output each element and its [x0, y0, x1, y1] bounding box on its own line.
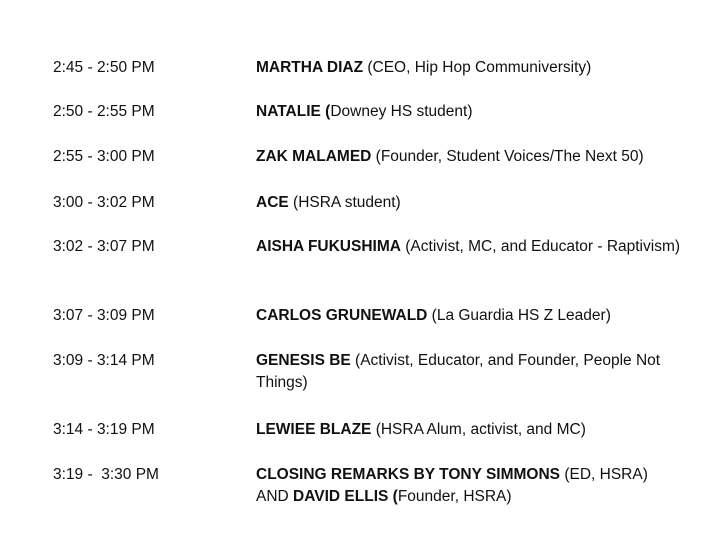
speaker-detail: (Activist, MC, and Educator - Raptivism): [400, 238, 681, 255]
speaker-entry: [256, 305, 704, 327]
speaker-name: AISHA FUKUSHIMA: [256, 238, 401, 255]
time-slot: 3:14 - 3:19 PM: [53, 421, 155, 438]
speaker-detail: (Activist, Educator, and Founder, People Not Things): [256, 352, 661, 391]
speaker-name: LEWIEE BLAZE: [256, 421, 372, 438]
speaker-detail: (Founder, Student Voices/The Next 50): [371, 148, 644, 165]
speaker-detail: (HSRA student): [288, 194, 401, 211]
speaker-entry: [256, 350, 704, 394]
time-slot: 2:50 - 2:55 PM: [53, 103, 155, 120]
speaker-joiner: AND: [256, 488, 294, 505]
speaker-entry: [256, 101, 704, 123]
speaker-detail: (HSRA Alum, activist, and MC): [371, 421, 586, 438]
speaker-name: CARLOS GRUNEWALD: [256, 307, 428, 324]
speaker-name: CLOSING REMARKS BY TONY SIMMONS: [256, 466, 561, 483]
speaker-detail: (ED, HSRA): [560, 466, 648, 483]
speaker-entry: [256, 464, 704, 508]
time-slot: 3:00 - 3:02 PM: [53, 194, 155, 211]
time-slot: 3:02 - 3:07 PM: [53, 238, 155, 255]
speaker-entry: [256, 146, 704, 168]
speaker-entry: [256, 57, 704, 79]
speaker-detail: (CEO, Hip Hop Communiversity): [363, 59, 592, 76]
time-slot: 3:09 - 3:14 PM: [53, 352, 155, 369]
speaker-entry: [256, 192, 704, 214]
speaker-name: ZAK MALAMED: [256, 148, 372, 165]
speaker-name: NATALIE (: [256, 103, 331, 120]
speaker-name-2: DAVID ELLIS (: [293, 488, 398, 505]
speaker-detail: (La Guardia HS Z Leader): [427, 307, 611, 324]
speaker-detail-2: Founder, HSRA): [397, 488, 512, 505]
speaker-name: MARTHA DIAZ: [256, 59, 364, 76]
time-slot: 2:55 - 3:00 PM: [53, 148, 155, 165]
speaker-name: GENESIS BE: [256, 352, 351, 369]
time-slot: 2:45 - 2:50 PM: [53, 59, 155, 76]
speaker-entry: [256, 419, 704, 441]
time-slot: 3:19 - 3:30 PM: [53, 466, 159, 483]
speaker-name: ACE: [256, 194, 289, 211]
speaker-entry: [256, 236, 704, 258]
speaker-detail: Downey HS student): [330, 103, 473, 120]
time-slot: 3:07 - 3:09 PM: [53, 307, 155, 324]
